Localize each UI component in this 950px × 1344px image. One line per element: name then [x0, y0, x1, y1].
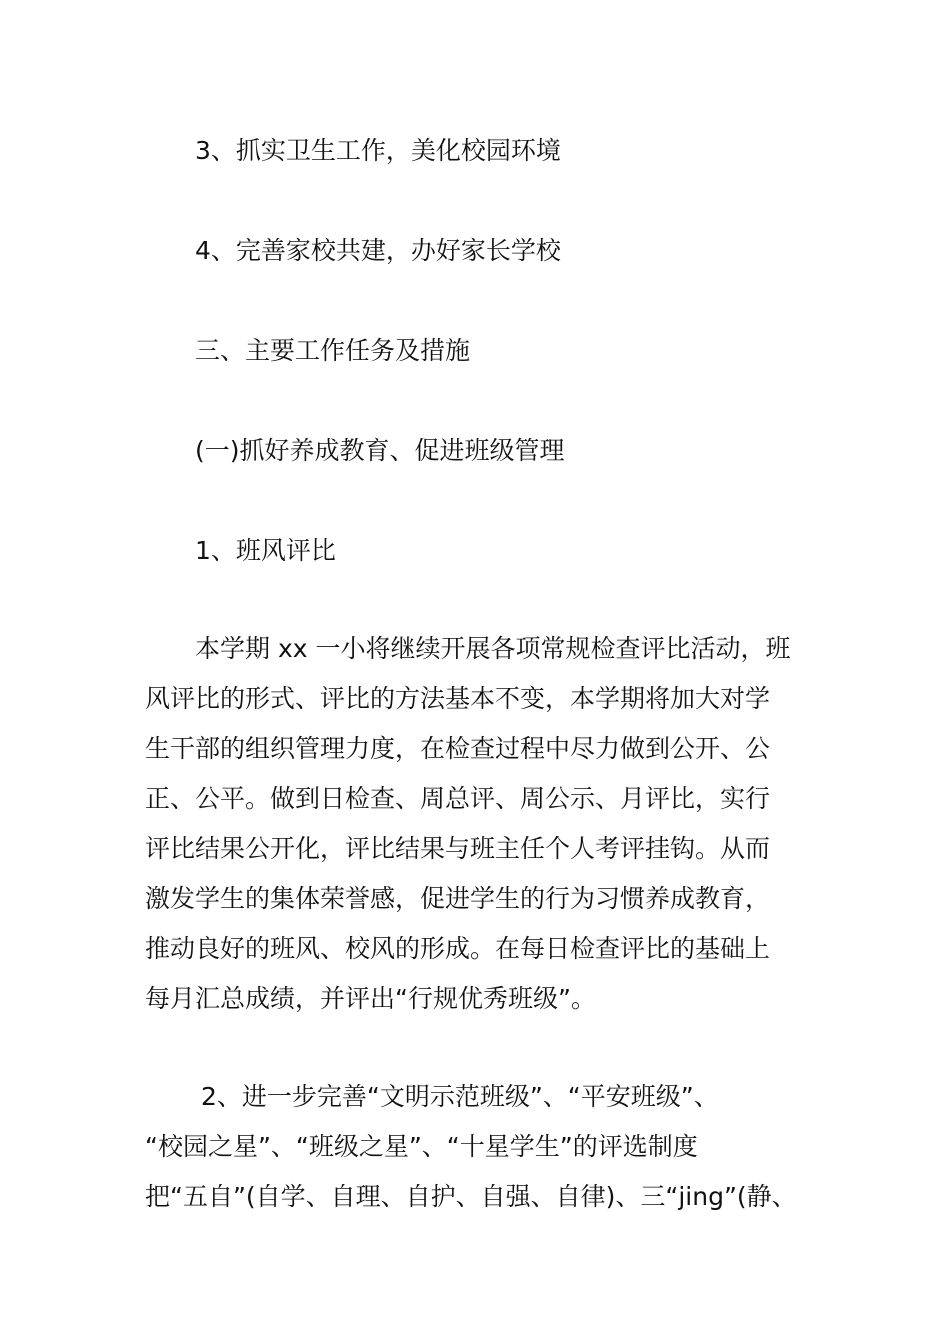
paragraph-line: 风评比的形式、评比的方法基本不变，本学期将加大对学	[145, 684, 771, 713]
paragraph-line: 评比结果公开化，评比结果与班主任个人考评挂钩。从而	[145, 834, 771, 863]
paragraph-line: “校园之星”、“班级之星”、“十星学生”的评选制度	[145, 1132, 698, 1161]
paragraph-line: 每月汇总成绩，并评出“行规优秀班级”。	[145, 984, 596, 1013]
paragraph-line: 激发学生的集体荣誉感，促进学生的行为习惯养成教育，	[145, 884, 771, 913]
paragraph-class-evaluation	[145, 624, 815, 1024]
paragraph-line: 正、公平。做到日检查、周总评、周公示、月评比，实行	[145, 784, 771, 813]
section-3-heading: 三、主要工作任务及措施	[195, 336, 471, 365]
paragraph-line: 把“五自”(自学、自理、自护、自强、自律)、三“jing”(静、	[145, 1182, 797, 1211]
paragraph-line: 推动良好的班风、校风的形成。在每日检查评比的基础上	[145, 934, 771, 963]
paragraph-line: 本学期 xx 一小将继续开展各项常规检查评比活动，班	[195, 634, 791, 663]
paragraph-line: 2、进一步完善“文明示范班级”、“平安班级”、	[201, 1082, 719, 1111]
item-3-hygiene: 3、抓实卫生工作，美化校园环境	[195, 136, 561, 165]
item-4-home-school: 4、完善家校共建，办好家长学校	[195, 236, 561, 265]
paragraph-line: 生干部的组织管理力度，在检查过程中尽力做到公开、公	[145, 734, 771, 763]
item-1-class-evaluation: 1、班风评比	[195, 536, 336, 565]
subsection-1-heading: (一)抓好养成教育、促进班级管理	[195, 436, 565, 465]
paragraph-evaluation-system	[145, 1072, 815, 1222]
